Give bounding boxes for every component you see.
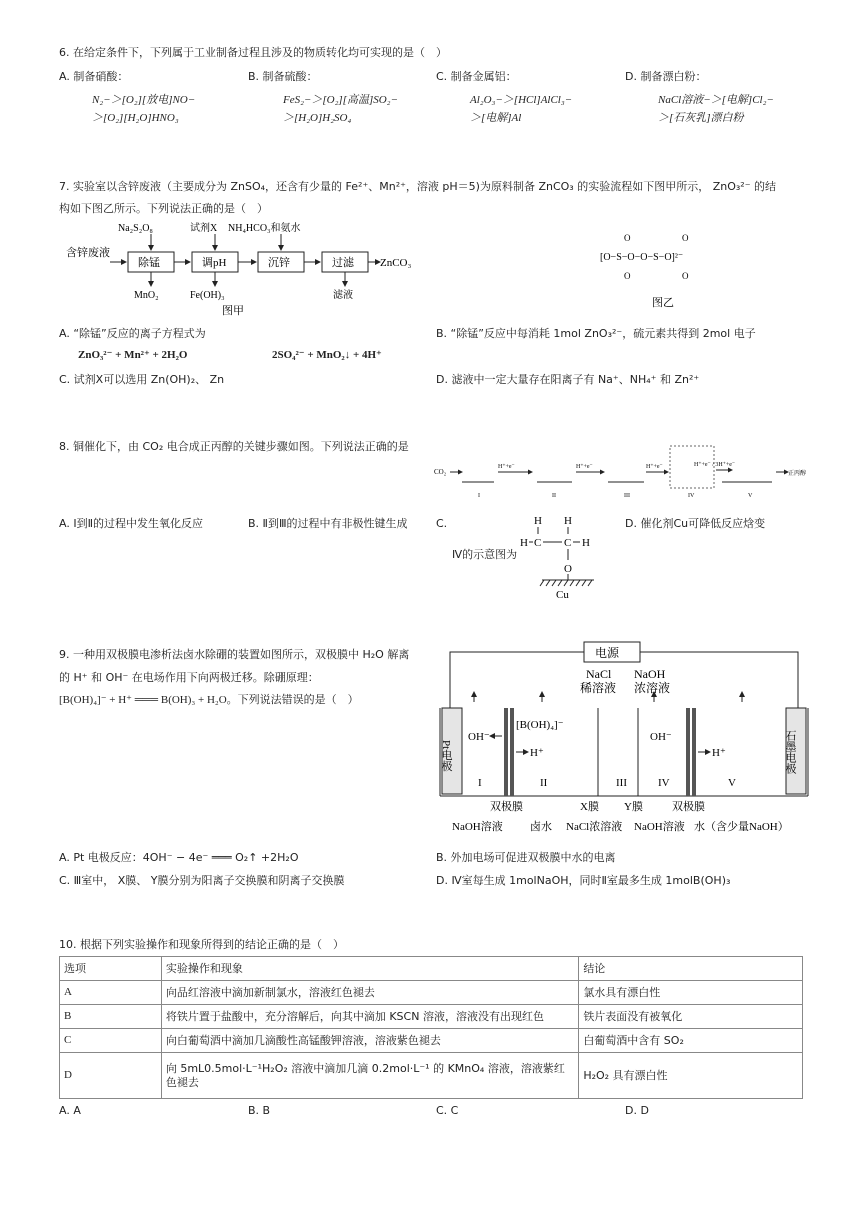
table-row [60,981,803,1005]
q8-arrow-5: H⁺+e⁻ / 3H⁺+e⁻ [694,462,736,468]
table-row [60,1005,803,1029]
room-5: V [728,777,736,789]
q8-option-b[interactable]: B. Ⅱ到Ⅲ的过程中有非极性键生成 [248,517,408,530]
h-right: H⁺ [712,747,726,759]
formula-line: ＞[H₂O]H₂SO₄ [283,111,352,124]
flow-byproduct-2: Fe(OH)₃ [190,290,225,301]
q9-stem-line3: [B(OH)₄]⁻ + H⁺ ═══ B(OH)₃ + H₂O。下列说法错误的是（ ） [59,694,359,706]
q10-option-d[interactable]: D. D [625,1104,649,1117]
bipolar-membrane-2a [686,708,690,796]
table-row [60,1029,803,1053]
q10-option-c[interactable]: C. C [436,1104,459,1117]
oh-left: OH⁻ [468,731,490,743]
flow-step-1: 除锰 [138,257,160,269]
struct-o-top-1: O [624,233,631,243]
flow-step-3: 沉锌 [268,257,290,269]
formula-line: ＞[O₂][H₂O]HNO₃ [92,111,179,124]
table-cell: B [60,1005,162,1029]
q10-option-a[interactable]: A. A [59,1104,81,1117]
top2-line1: NaOH [634,667,666,681]
power-label: 电源 [595,646,620,660]
struct-caption: 图乙 [652,297,674,309]
bottom-label-1: NaOH溶液 [452,821,503,833]
table-cell: 将铁片置于盐酸中，充分溶解后，向其中滴加 KSCN 溶液，溶液没有出现红色 [161,1005,578,1029]
q6-option-c[interactable]: C. 制备金属铝： [436,70,517,83]
boh-label: [B(OH)₄]⁻ [516,719,564,731]
bipolar-membrane-2b [692,708,696,796]
q7-option-d[interactable]: D. 滤液中一定大量存在阳离子有 Na⁺、NH₄⁺ 和 Zn²⁺ [436,373,700,386]
formula-line: Al₂O₃−＞[HCl]AlCl₃− [470,94,573,106]
mol-h2: H [564,515,572,527]
q9-option-d[interactable]: D. Ⅳ室每生成 1molNaOH，同时Ⅱ室最多生成 1molB(OH)₃ [436,874,731,887]
q7-option-c[interactable]: C. 试剂X可以选用 Zn(OH)₂、 Zn [59,373,225,386]
table-row [60,1053,803,1099]
table-cell: C [60,1029,162,1053]
table-header-cell: 选项 [60,957,162,981]
table-cell: 向品红溶液中滴加新制氯水，溶液红色褪去 [161,981,578,1005]
room-4: IV [658,777,670,789]
bottom-label-4: NaOH溶液 [634,821,685,833]
q7-option-b[interactable]: B. “除锰”反应中每消耗 1mol ZnO₃²⁻，硫元素共得到 2mol 电子 [436,327,756,340]
q8-stage-4: IV [688,493,695,499]
bipolar-membrane-1b [510,708,514,796]
table-header-cell: 实验操作和现象 [161,957,578,981]
flow-byproduct-1: MnO₂ [134,290,159,301]
top1-line2: 稀溶液 [580,681,617,695]
formula-line: FeS₂−＞[O₂][高温]SO₂− [283,94,398,106]
q6-stem: 6. 在给定条件下，下列属于工业制备过程且涉及的物质转化均可实现的是（ ） [59,46,447,59]
membrane-label-2: X膜 [580,801,599,813]
q10-table [59,956,803,1099]
flow-step-4: 过滤 [332,257,354,269]
table-cell: 铁片表面没有被氧化 [579,1005,803,1029]
bottom-label-5: 水（含少量NaOH） [694,821,789,833]
flow-byproduct-3: 滤液 [333,290,353,301]
flow-reagent-1: Na₂S₂O₈ [118,223,153,234]
q9-option-a[interactable]: A. Pt 电极反应：4OH⁻ − 4e⁻ ═══ O₂↑ +2H₂O [59,851,299,864]
mol-h1: H [534,515,542,527]
q6-c-formula [470,92,572,127]
q8-option-a[interactable]: A. Ⅰ到Ⅱ的过程中发生氧化反应 [59,517,203,530]
q9-option-c[interactable]: C. Ⅲ室中， X膜、 Y膜分别为阳离子交换膜和阴离子交换膜 [59,874,345,887]
room-3: III [616,777,627,789]
q8-stem: 8. 铜催化下，由 CO₂ 电合成正丙醇的关键步骤如图。下列说法正确的是 [59,440,409,453]
formula-line: ＞[电解]Al [470,111,522,124]
q6-a-formula [92,92,195,127]
q8-option-d[interactable]: D. 催化剂Cu可降低反应焓变 [625,517,766,530]
q6-option-a[interactable]: A. 制备硝酸： [59,70,129,83]
mol-cu: Cu [556,589,569,600]
q8-stage-3: III [624,493,630,499]
q6-d-formula [658,92,774,127]
mol-h-right: H [582,537,590,549]
table-cell: A [60,981,162,1005]
q8-c-caption: Ⅳ的示意图为 [452,548,518,561]
q8-start: CO₂ [434,468,447,476]
q8-end: 正丙醇 [788,471,807,477]
q8-stage-1: I [478,493,480,499]
struct-o-top-2: O [682,233,689,243]
q8-option-c[interactable]: C. [436,517,448,530]
q8-arrow-1: H⁺+e⁻ [498,464,515,470]
q6-b-formula [283,92,398,127]
table-cell: H₂O₂ 具有漂白性 [579,1053,803,1099]
top1-line1: NaCl [586,667,612,681]
q10-stem: 10. 根据下列实验操作和现象所得到的结论正确的是（ ） [59,938,344,951]
flow-reagent-2: 试剂X [190,223,218,234]
q7-a-eq-right: 2SO₄²⁻ + MnO₂↓ + 4H⁺ [272,349,382,361]
q10-option-b[interactable]: B. B [248,1104,271,1117]
room-1: I [478,777,482,789]
graphite-electrode-label: 石墨电极 [784,730,796,774]
flow-reagent-3: NH₄HCO₃和氨水 [228,223,301,234]
table-cell: 向 5mL0.5mol·L⁻¹H₂O₂ 溶液中滴加几滴 0.2mol·L⁻¹ 的 KMnO₄ 溶液，溶液紫红色褪去 [161,1053,578,1099]
table-cell: 氯水具有漂白性 [579,981,803,1005]
flow-output: ZnCO₃ [380,257,412,269]
q7-flow-diagram [62,218,422,318]
mol-c1: C [534,537,542,549]
flow-step-2: 调pH [202,257,227,269]
q8-arrow-2: H⁺+e⁻ [576,464,593,470]
q6-option-d[interactable]: D. 制备漂白粉： [625,70,707,83]
q9-stem-line1: 9. 一种用双极膜电渗析法卤水除硼的装置如图所示，双极膜中 H₂O 解离 [59,648,410,661]
q9-option-b[interactable]: B. 外加电场可促进双极膜中水的电离 [436,851,616,864]
flow-caption: 图甲 [222,305,244,317]
q7-option-a[interactable]: A. “除锰”反应的离子方程式为 [59,327,206,340]
pt-electrode-label: Pt电极 [440,740,452,772]
struct-o-bottom-2: O [682,271,689,281]
mol-h3: H [520,537,528,549]
table-cell: 向白葡萄酒中滴加几滴酸性高锰酸钾溶液，溶液紫色褪去 [161,1029,578,1053]
room-2: II [540,777,548,789]
q8-stage-5: V [748,493,753,499]
table-cell: D [60,1053,162,1099]
table-header-row [60,957,803,981]
q8-molecule-iv [518,508,608,600]
mol-o: O [564,563,572,575]
q8-stage-2: II [552,493,556,499]
oh-right: OH⁻ [650,731,672,743]
bottom-label-3: NaCl浓溶液 [566,821,623,833]
q7-structure-diagram [596,228,746,313]
flow-input: 含锌废液 [66,247,110,259]
bipolar-membrane-1a [504,708,508,796]
q7-stem-line2: 构如下图乙所示。下列说法正确的是（ ） [59,202,268,215]
mol-c2: C [564,537,572,549]
formula-line: ＞[石灰乳]漂白粉 [658,111,744,124]
membrane-label-3: Y膜 [624,801,643,813]
formula-line: NaCl溶液−＞[电解]Cl₂− [658,94,774,106]
table-header-cell: 结论 [579,957,803,981]
table-cell: 白葡萄酒中含有 SO₂ [579,1029,803,1053]
struct-formula: [O−S−O−O−S−O]²⁻ [600,252,684,263]
q8-arrow-3: H⁺+e⁻ [646,464,663,470]
bottom-label-2: 卤水 [530,821,552,833]
struct-o-bottom-1: O [624,271,631,281]
membrane-label-1: 双极膜 [490,801,523,813]
membrane-label-4: 双极膜 [672,801,705,813]
q8-reaction-diagram [432,432,812,504]
formula-line: N₂−＞[O₂][放电]NO− [92,94,196,106]
h-left: H⁺ [530,747,544,759]
top2-line2: 浓溶液 [634,681,671,695]
q7-a-eq-left: ZnO₃²⁻ + Mn²⁺ + 2H₂O [78,349,188,361]
q6-option-b[interactable]: B. 制备硫酸： [248,70,318,83]
q9-cell-diagram [438,640,810,840]
q7-stem-line1: 7. 实验室以含锌废液（主要成分为 ZnSO₄，还含有少量的 Fe²⁺、Mn²⁺，溶液 pH＝5)为原料制备 ZnCO₃ 的实验流程如下图甲所示， ZnO₃²⁻ 的结 [59,180,776,193]
q9-stem-line2: 的 H⁺ 和 OH⁻ 在电场作用下向两极迁移。除硼原理： [59,671,319,684]
